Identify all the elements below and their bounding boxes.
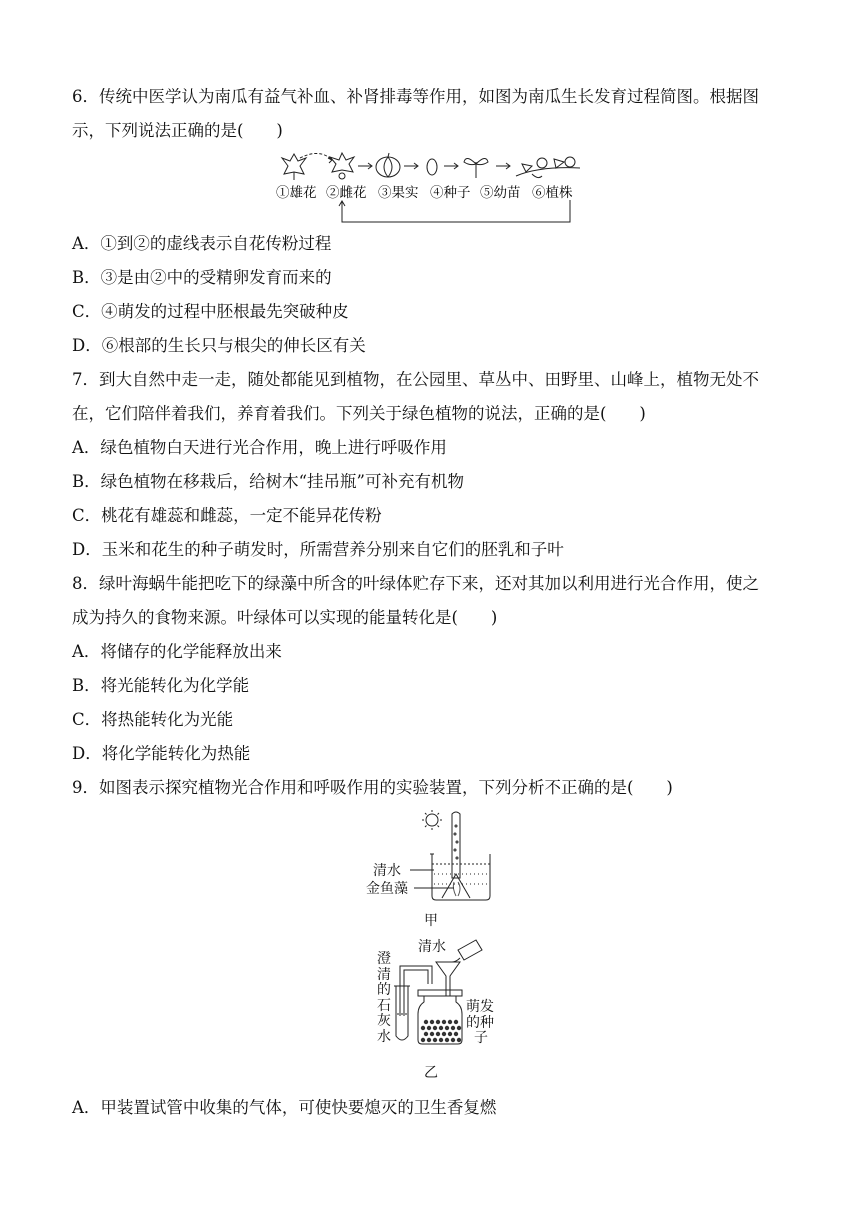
caption-yi: 乙 (424, 1065, 438, 1081)
label-water-b: 清水 (418, 939, 446, 955)
plant-icon (516, 157, 580, 178)
q8-option-c: C．将热能转化为光能 (72, 710, 234, 729)
seed-char: 子 (474, 1030, 488, 1046)
male-flower-icon (282, 154, 306, 180)
q6-option-b: B．③是由②中的受精卵发育而来的 (72, 268, 332, 287)
seed-icon (427, 159, 437, 175)
lime-char: 的 (377, 982, 391, 998)
q8-stem-line2: 成为持久的食物来源。叶绿体可以实现的能量转化是( ) (72, 608, 498, 627)
caption-jia: 甲 (424, 913, 438, 929)
stage-label-4: ④种子 (430, 185, 471, 201)
seed-char: 发 (480, 999, 494, 1015)
seed-char: 萌 (466, 999, 480, 1015)
seedling-icon (464, 158, 488, 178)
stage-label-5: ⑤幼苗 (480, 185, 521, 201)
q8-option-d: D．将化学能转化为热能 (72, 744, 251, 763)
q9-stem-line1: 9．如图表示探究植物光合作用和呼吸作用的实验装置，下列分析不正确的是( ) (72, 778, 673, 797)
q8-option-a: A．将储存的化学能释放出来 (72, 642, 282, 661)
label-lime-water (377, 952, 393, 1045)
q6-option-a: A．①到②的虚线表示自花传粉过程 (72, 234, 332, 253)
female-flower-icon (330, 153, 354, 179)
q7-option-a: A．绿色植物白天进行光合作用，晚上进行呼吸作用 (72, 438, 447, 457)
q6-stem-line2: 示，下列说法正确的是( ) (72, 121, 283, 140)
label-algae: 金鱼藻 (366, 881, 408, 897)
stage-label-1: ①雄花 (276, 185, 317, 201)
seed-label-row3 (466, 1031, 500, 1047)
seed-label-row1 (466, 1000, 500, 1016)
lime-char: 石 (377, 997, 391, 1014)
label-germinating-seeds (466, 1000, 500, 1047)
lime-char: 水 (377, 1028, 391, 1045)
seed-char: 的 (466, 1014, 480, 1031)
seed-char: 种 (480, 1014, 494, 1031)
seed-label-row2 (466, 1016, 500, 1032)
lime-char: 澄 (377, 951, 391, 967)
lime-char: 清 (377, 966, 391, 983)
q7-stem-line2: 在，它们陪伴着我们，养育着我们。下列关于绿色植物的说法，正确的是( ) (72, 404, 646, 423)
pumpkin-fruit-icon (376, 153, 400, 177)
label-water-a: 清水 (373, 863, 401, 879)
q6-pumpkin-lifecycle-figure (270, 150, 590, 234)
q7-stem-line1: 7．到大自然中走一走，随处都能见到植物，在公园里、草丛中、田野里、山峰上，植物无处不 (72, 370, 759, 389)
q9-option-a: A．甲装置试管中收集的气体，可使快要熄灭的卫生香复燃 (72, 1098, 497, 1117)
q8-stem-line1: 8．绿叶海蜗牛能把吃下的绿藻中所含的叶绿体贮存下来，还对其加以利用进行光合作用，使之 (72, 574, 759, 593)
sun-icon (422, 810, 442, 830)
stage-label-2: ②雌花 (326, 185, 367, 201)
q7-option-b: B．绿色植物在移栽后，给树木“挂吊瓶”可补充有机物 (72, 472, 464, 491)
stage-label-3: ③果实 (378, 185, 419, 201)
q6-option-c: C．④萌发的过程中胚根最先突破种皮 (72, 302, 349, 321)
q8-option-b: B．将光能转化为化学能 (72, 676, 250, 695)
q7-option-c: C．桃花有雄蕊和雌蕊，一定不能异花传粉 (72, 506, 382, 525)
stage-label-6: ⑥植株 (532, 185, 573, 201)
q7-option-d: D．玉米和花生的种子萌发时，所需营养分别来自它们的胚乳和子叶 (72, 540, 564, 559)
q6-stem-line1: 6．传统中医学认为南瓜有益气补血、补肾排毒等作用，如图为南瓜生长发育过程简图。根据图 (72, 87, 759, 106)
q6-option-d: D．⑥根部的生长只与根尖的伸长区有关 (72, 336, 366, 355)
lime-char: 灰 (377, 1013, 391, 1029)
